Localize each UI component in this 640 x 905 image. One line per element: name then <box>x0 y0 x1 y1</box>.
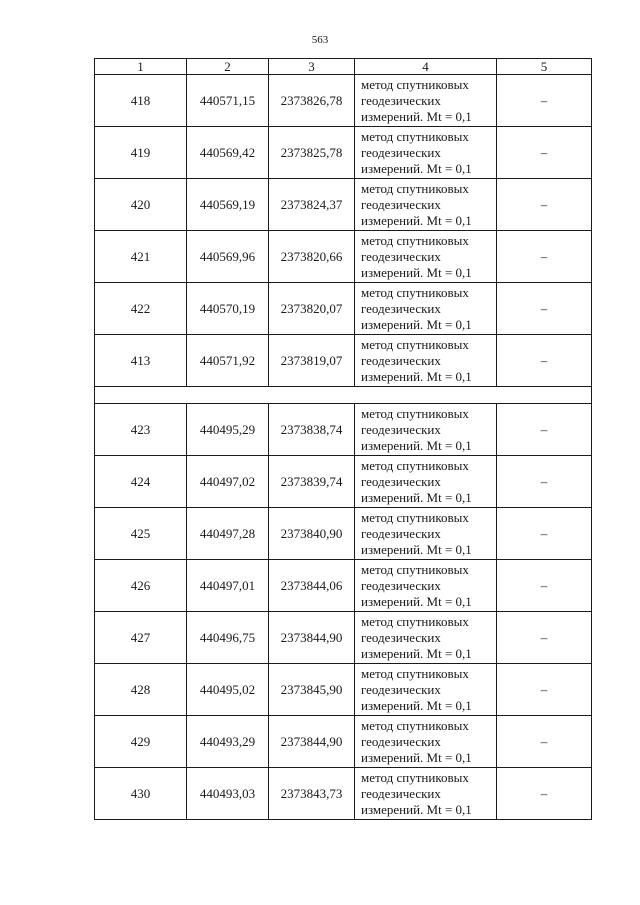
note-cell: – <box>497 612 592 664</box>
page-number: 563 <box>311 34 329 46</box>
method-line: метод спутниковых <box>361 561 469 577</box>
method-line: метод спутниковых <box>361 665 469 681</box>
method-cell <box>355 231 497 283</box>
note-cell: – <box>497 179 592 231</box>
method-line: измерений. Mt = 0,1 <box>361 108 472 124</box>
table-body <box>95 75 592 820</box>
column-header: 3 <box>269 59 355 75</box>
note-cell: – <box>497 716 592 768</box>
method-line: измерений. Mt = 0,1 <box>361 645 472 661</box>
method-cell <box>355 127 497 179</box>
method-cell <box>355 716 497 768</box>
point-number-cell: 427 <box>95 612 187 664</box>
y-coordinate-cell: 2373819,07 <box>269 335 355 387</box>
x-coordinate-cell: 440569,42 <box>187 127 269 179</box>
y-coordinate-cell: 2373843,73 <box>269 768 355 820</box>
method-line: измерений. Mt = 0,1 <box>361 264 472 280</box>
x-coordinate-cell: 440497,01 <box>187 560 269 612</box>
note-cell: – <box>497 231 592 283</box>
table-row <box>95 664 592 716</box>
table-row <box>95 231 592 283</box>
method-line: геодезических <box>361 785 441 801</box>
table-row <box>95 508 592 560</box>
table-header-row <box>95 59 592 75</box>
column-header: 5 <box>497 59 592 75</box>
y-coordinate-cell: 2373844,06 <box>269 560 355 612</box>
method-line: метод спутниковых <box>361 509 469 525</box>
method-line: метод спутниковых <box>361 457 469 473</box>
method-line: измерений. Mt = 0,1 <box>361 749 472 765</box>
y-coordinate-cell: 2373826,78 <box>269 75 355 127</box>
note-cell: – <box>497 768 592 820</box>
method-cell <box>355 404 497 456</box>
point-number-cell: 420 <box>95 179 187 231</box>
x-coordinate-cell: 440569,19 <box>187 179 269 231</box>
method-cell <box>355 179 497 231</box>
table-row <box>95 560 592 612</box>
method-line: геодезических <box>361 144 441 160</box>
y-coordinate-cell: 2373844,90 <box>269 612 355 664</box>
method-cell <box>355 508 497 560</box>
method-cell <box>355 768 497 820</box>
method-line: метод спутниковых <box>361 613 469 629</box>
method-line: метод спутниковых <box>361 284 469 300</box>
method-line: метод спутниковых <box>361 128 469 144</box>
table-row <box>95 179 592 231</box>
y-coordinate-cell: 2373845,90 <box>269 664 355 716</box>
note-cell: – <box>497 560 592 612</box>
method-line: геодезических <box>361 421 441 437</box>
note-cell: – <box>497 404 592 456</box>
point-number-cell: 429 <box>95 716 187 768</box>
method-line: геодезических <box>361 577 441 593</box>
method-cell <box>355 456 497 508</box>
y-coordinate-cell: 2373844,90 <box>269 716 355 768</box>
point-number-cell: 418 <box>95 75 187 127</box>
method-line: измерений. Mt = 0,1 <box>361 801 472 817</box>
method-line: измерений. Mt = 0,1 <box>361 697 472 713</box>
table-row <box>95 404 592 456</box>
table-row <box>95 75 592 127</box>
method-line: метод спутниковых <box>361 405 469 421</box>
note-cell: – <box>497 127 592 179</box>
note-cell: – <box>497 508 592 560</box>
method-cell <box>355 612 497 664</box>
method-cell <box>355 283 497 335</box>
method-line: измерений. Mt = 0,1 <box>361 541 472 557</box>
method-line: метод спутниковых <box>361 769 469 785</box>
method-line: метод спутниковых <box>361 336 469 352</box>
table-row <box>95 283 592 335</box>
note-cell: – <box>497 335 592 387</box>
group-separator-row <box>95 387 592 404</box>
point-number-cell: 424 <box>95 456 187 508</box>
method-cell <box>355 75 497 127</box>
note-cell: – <box>497 75 592 127</box>
method-line: геодезических <box>361 733 441 749</box>
x-coordinate-cell: 440497,02 <box>187 456 269 508</box>
method-line: измерений. Mt = 0,1 <box>361 316 472 332</box>
method-cell <box>355 664 497 716</box>
method-line: измерений. Mt = 0,1 <box>361 593 472 609</box>
method-line: геодезических <box>361 681 441 697</box>
table-row <box>95 456 592 508</box>
method-line: измерений. Mt = 0,1 <box>361 160 472 176</box>
x-coordinate-cell: 440493,03 <box>187 768 269 820</box>
y-coordinate-cell: 2373838,74 <box>269 404 355 456</box>
method-line: метод спутниковых <box>361 76 469 92</box>
x-coordinate-cell: 440570,19 <box>187 283 269 335</box>
table-row <box>95 716 592 768</box>
table-row <box>95 127 592 179</box>
method-line: измерений. Mt = 0,1 <box>361 437 472 453</box>
point-number-cell: 413 <box>95 335 187 387</box>
y-coordinate-cell: 2373840,90 <box>269 508 355 560</box>
method-line: метод спутниковых <box>361 180 469 196</box>
point-number-cell: 430 <box>95 768 187 820</box>
method-line: измерений. Mt = 0,1 <box>361 368 472 384</box>
method-line: геодезических <box>361 196 441 212</box>
column-header: 4 <box>355 59 497 75</box>
point-number-cell: 425 <box>95 508 187 560</box>
method-cell <box>355 335 497 387</box>
point-number-cell: 419 <box>95 127 187 179</box>
y-coordinate-cell: 2373820,07 <box>269 283 355 335</box>
method-cell <box>355 560 497 612</box>
y-coordinate-cell: 2373820,66 <box>269 231 355 283</box>
x-coordinate-cell: 440569,96 <box>187 231 269 283</box>
group-separator-cell <box>95 387 592 404</box>
point-number-cell: 423 <box>95 404 187 456</box>
x-coordinate-cell: 440496,75 <box>187 612 269 664</box>
table-row <box>95 612 592 664</box>
method-line: геодезических <box>361 629 441 645</box>
method-line: метод спутниковых <box>361 232 469 248</box>
x-coordinate-cell: 440571,92 <box>187 335 269 387</box>
point-number-cell: 421 <box>95 231 187 283</box>
coordinates-table <box>94 58 592 820</box>
method-line: геодезических <box>361 248 441 264</box>
method-line: измерений. Mt = 0,1 <box>361 212 472 228</box>
point-number-cell: 426 <box>95 560 187 612</box>
method-line: измерений. Mt = 0,1 <box>361 489 472 505</box>
x-coordinate-cell: 440495,02 <box>187 664 269 716</box>
x-coordinate-cell: 440493,29 <box>187 716 269 768</box>
method-line: геодезических <box>361 92 441 108</box>
y-coordinate-cell: 2373824,37 <box>269 179 355 231</box>
column-header: 1 <box>95 59 187 75</box>
method-line: геодезических <box>361 352 441 368</box>
note-cell: – <box>497 283 592 335</box>
table-row <box>95 768 592 820</box>
point-number-cell: 428 <box>95 664 187 716</box>
x-coordinate-cell: 440497,28 <box>187 508 269 560</box>
x-coordinate-cell: 440571,15 <box>187 75 269 127</box>
y-coordinate-cell: 2373825,78 <box>269 127 355 179</box>
y-coordinate-cell: 2373839,74 <box>269 456 355 508</box>
note-cell: – <box>497 664 592 716</box>
column-header: 2 <box>187 59 269 75</box>
method-line: геодезических <box>361 525 441 541</box>
x-coordinate-cell: 440495,29 <box>187 404 269 456</box>
table-row <box>95 335 592 387</box>
method-line: геодезических <box>361 300 441 316</box>
method-line: метод спутниковых <box>361 717 469 733</box>
method-line: геодезических <box>361 473 441 489</box>
note-cell: – <box>497 456 592 508</box>
point-number-cell: 422 <box>95 283 187 335</box>
